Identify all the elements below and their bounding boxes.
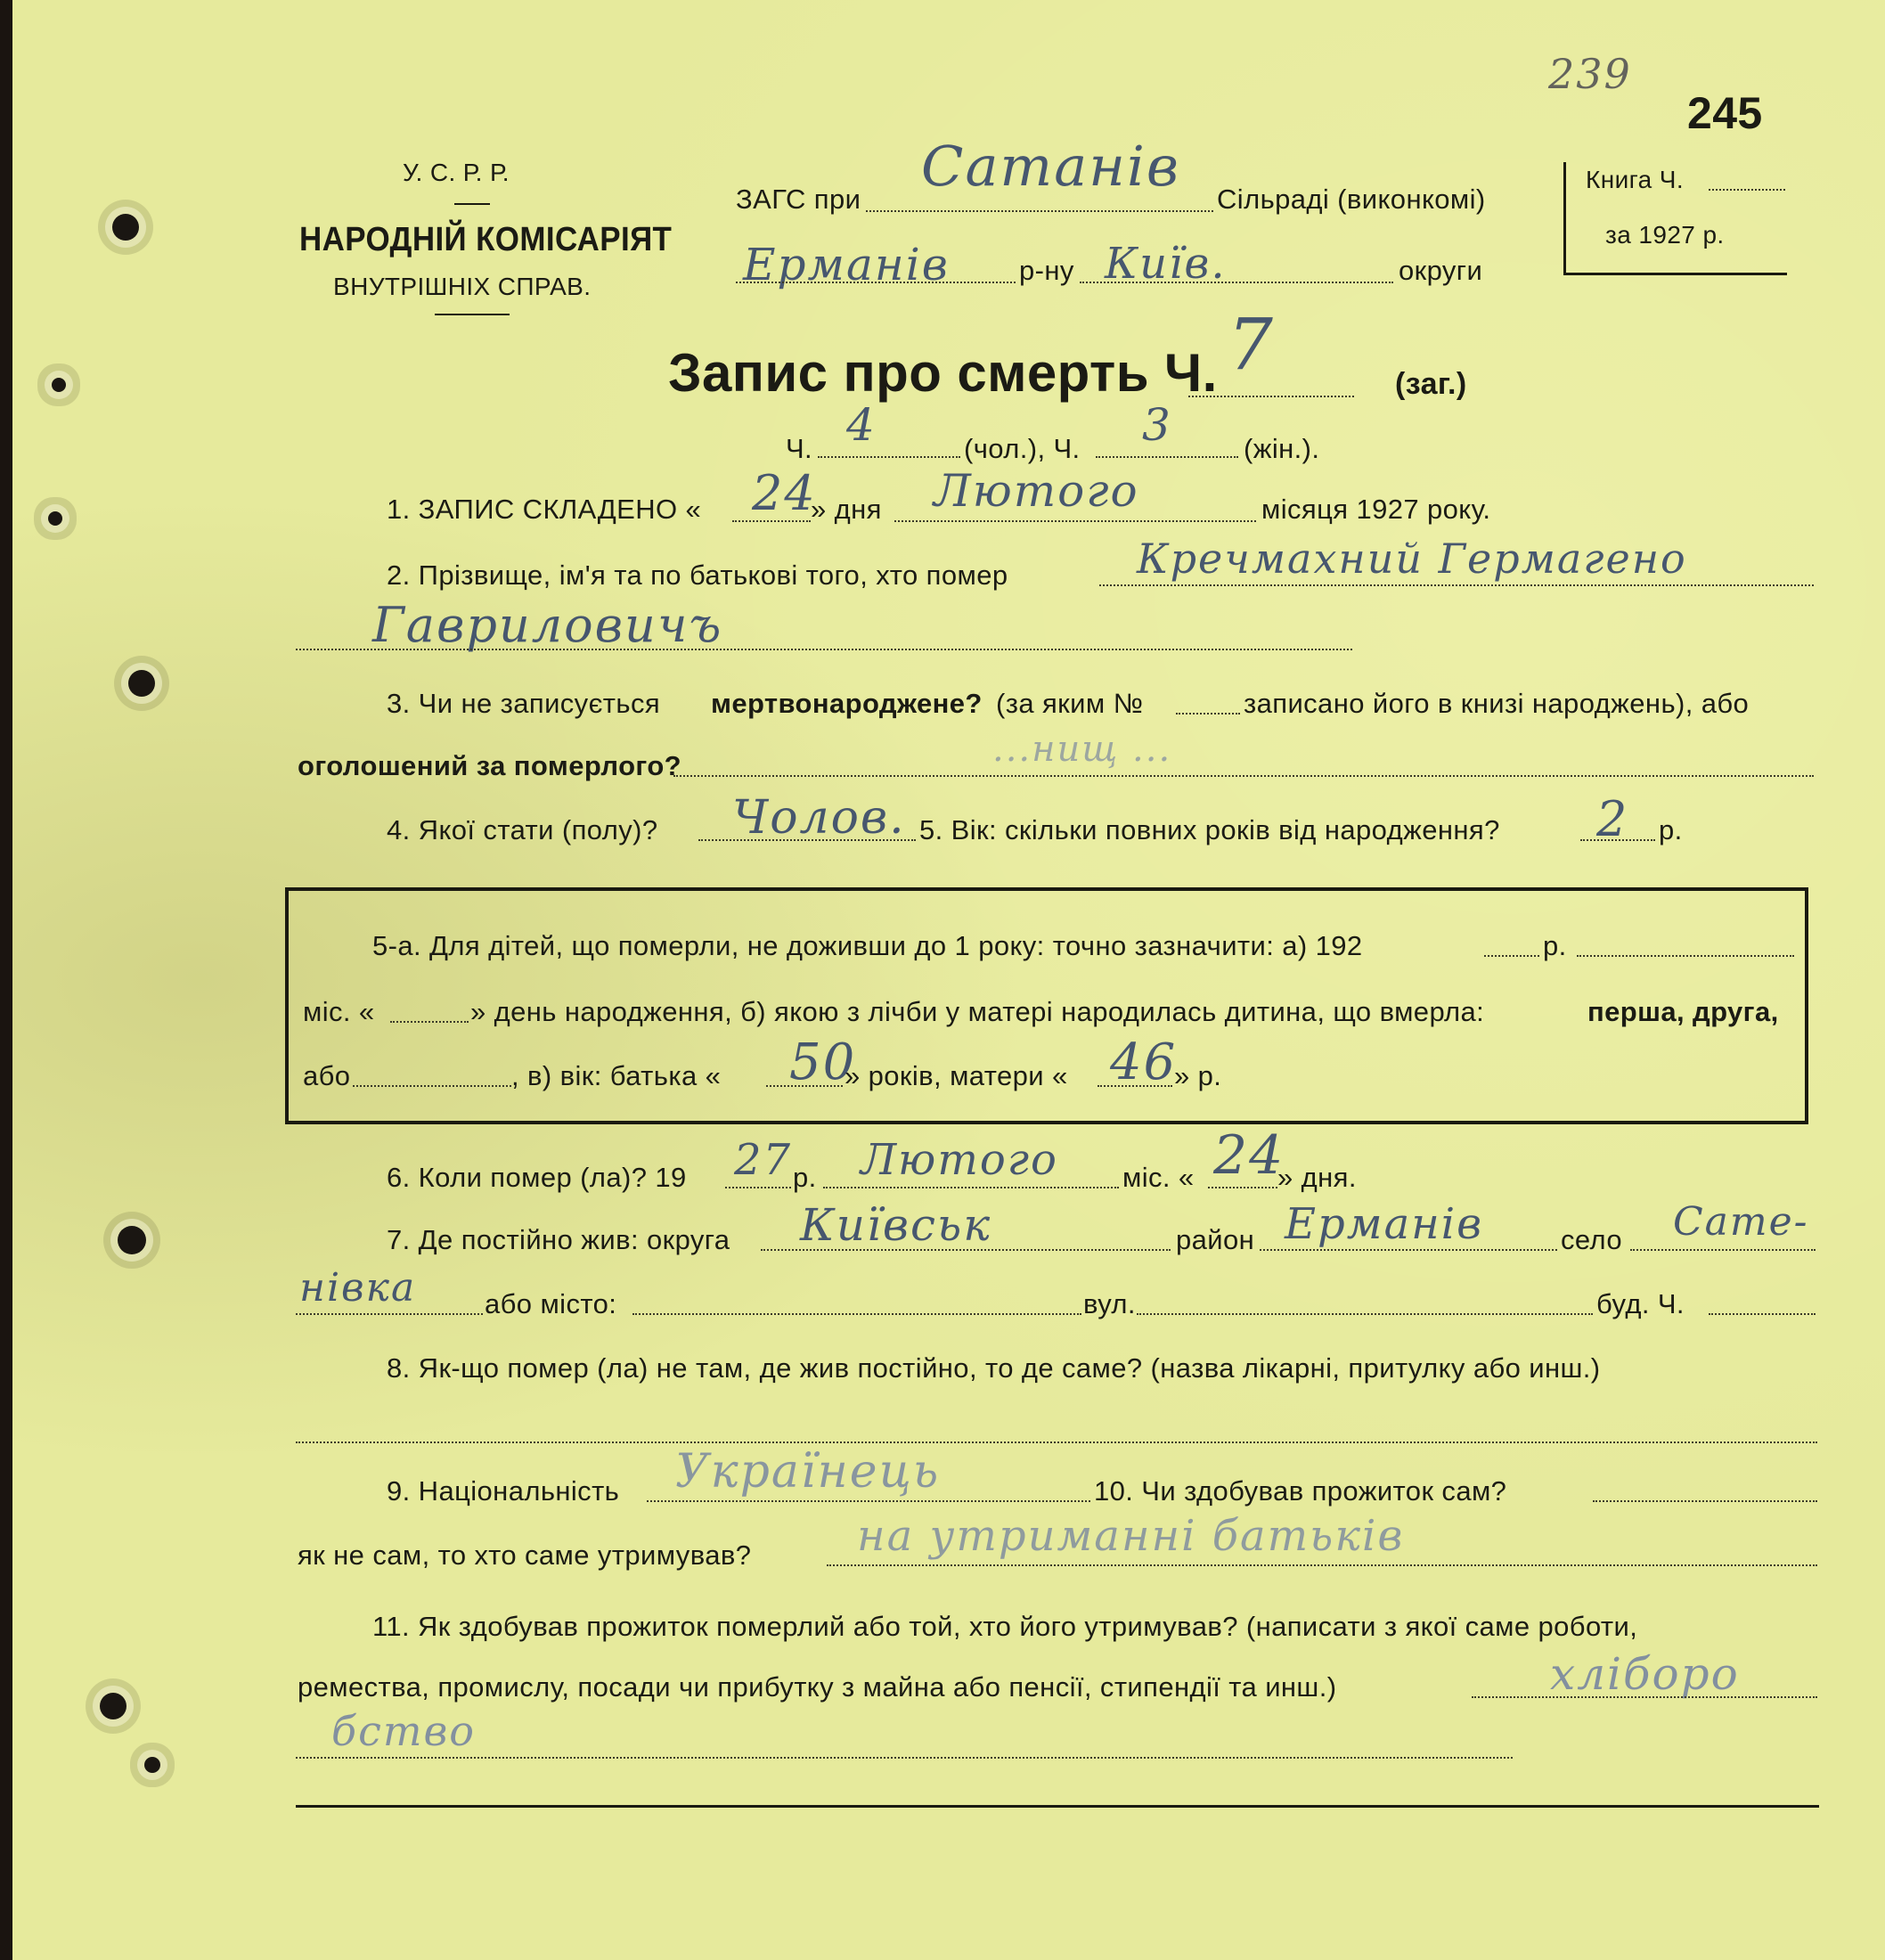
hw-silrada: Сатанів	[921, 134, 1180, 199]
field2-label: 2. Прізвище, ім'я та по батькові того, хто помер	[387, 559, 1008, 591]
hw-okruha: Київ.	[1105, 239, 1227, 289]
field1-label-c: місяця 1927 року.	[1261, 494, 1491, 525]
field7-house-line	[1709, 1313, 1816, 1315]
mother-age-line	[1098, 1085, 1172, 1087]
header-divider	[454, 203, 490, 205]
bottom-rule	[296, 1805, 1819, 1808]
title-suffix: (заг.)	[1395, 367, 1467, 401]
hw-field9: Українець	[675, 1445, 941, 1499]
header-divider	[435, 314, 510, 315]
hw-field6-month: Лютого	[861, 1135, 1058, 1185]
hw-field7-okruha: Київськ	[800, 1199, 992, 1251]
hw-field2-line2: Гавриловичъ	[372, 597, 723, 653]
male-line	[818, 456, 960, 458]
rayon-line	[736, 282, 1016, 283]
hw-mother-age: 46	[1110, 1033, 1178, 1091]
hw-rayon: Ерманів	[743, 239, 950, 290]
field6-year-line	[725, 1187, 791, 1188]
field7-rayon-line	[1260, 1249, 1557, 1251]
okruha-suffix: округи	[1399, 255, 1483, 286]
field3-number-line	[1176, 713, 1240, 715]
field1-label-a: 1. ЗАПИС СКЛАДЕНО «	[387, 494, 702, 525]
hw-field5: 2	[1596, 791, 1629, 847]
field6-label-b: р.	[793, 1162, 817, 1193]
hw-field7-selo-2: нівка	[299, 1265, 417, 1311]
hw-field11-1: хліборо	[1550, 1648, 1740, 1700]
punch-hole	[100, 1693, 126, 1719]
field7-label-b: район	[1176, 1224, 1255, 1255]
field1-month-line	[894, 520, 1256, 522]
field5-label: 5. Вік: скільки повних років від народження?	[919, 814, 1500, 845]
field10-label-b: як не сам, то хто саме утримував?	[298, 1539, 752, 1571]
field3-line	[673, 775, 1814, 777]
document-sheet	[12, 0, 1885, 1960]
field1-label-b: » дня	[811, 494, 882, 525]
field1-day-line	[732, 520, 811, 522]
hw-field11-2: бство	[331, 1707, 476, 1755]
book-line	[1709, 189, 1785, 191]
field11-line2	[296, 1757, 1513, 1759]
field9-label: 9. Національність	[387, 1475, 620, 1507]
punch-hole	[128, 670, 155, 697]
field7-selo-line	[1630, 1249, 1816, 1251]
field3-label-c: (за яким №	[996, 688, 1144, 719]
father-age-line	[766, 1085, 843, 1087]
hw-field10: на утриманні батьків	[857, 1511, 1405, 1561]
rayon-suffix: р-ну	[1019, 255, 1074, 286]
book-year: за 1927 р.	[1605, 221, 1725, 249]
field11-label-a: 11. Як здобував прожиток померлий або той, хто його утримував? (написати з якої саме роботи,	[372, 1611, 1638, 1642]
field5-line	[1580, 839, 1655, 841]
box5a-line3-d: » р.	[1174, 1060, 1222, 1091]
hw-field4: Чолов.	[732, 791, 906, 845]
sub-female: (жін.).	[1244, 433, 1320, 464]
box5a-line3-a: або	[303, 1060, 351, 1091]
sub-ch: Ч.	[786, 433, 813, 464]
box5a-line1-b: р.	[1543, 930, 1567, 961]
field3-label-d: записано його в книзі народжень), або	[1244, 688, 1750, 719]
title-line	[1188, 396, 1354, 397]
field11-label-b: ремества, промислу, посади чи прибутку з майна або пенсії, стипендії та инш.)	[298, 1671, 1337, 1703]
archive-number-hw: 239	[1548, 50, 1632, 98]
field7-city-line	[632, 1313, 1081, 1315]
box5a-line3-b: , в) вік: батька «	[511, 1060, 722, 1091]
box5a-year-line	[1484, 955, 1539, 957]
page-title: Запис про смерть Ч.	[668, 343, 1218, 403]
sub-male: (чол.), Ч.	[964, 433, 1081, 464]
field2-line2	[296, 649, 1352, 650]
field7-street-line	[1137, 1313, 1593, 1315]
box5a-line3-c: » років, матери «	[845, 1060, 1068, 1091]
field6-label-a: 6. Коли помер (ла)? 19	[387, 1162, 687, 1193]
zags-prefix: ЗАГС при	[736, 184, 861, 215]
field3-label-e: оголошений за померлого?	[298, 750, 681, 781]
box5a-line1-end	[1577, 955, 1794, 957]
box5a-line2-b: » день народження, б) якою з лічби у матері народилась дитина, що вмерла:	[470, 996, 1485, 1027]
punch-hole	[52, 378, 66, 392]
box5a-line2-a: міс. «	[303, 996, 375, 1027]
hw-record-number: 7	[1228, 303, 1275, 386]
box5a-line1-a: 5-а. Для дітей, що померли, не доживши до 1 року: точно зазначити: а) 192	[372, 930, 1363, 961]
field7-label-a: 7. Де постійно жив: округа	[387, 1224, 730, 1255]
header-commissariat: НАРОДНІЙ КОМІСАРІЯТ	[299, 221, 673, 258]
field4-label: 4. Якої стати (полу)?	[387, 814, 658, 845]
box5a-line2-c: перша, друга,	[1587, 996, 1779, 1027]
box5a-order-line	[353, 1085, 511, 1087]
hw-male-number: 4	[846, 399, 877, 451]
field4-line	[698, 839, 916, 841]
zags-line	[866, 210, 1213, 212]
field7-label-c: село	[1561, 1224, 1622, 1255]
field10-line	[1593, 1500, 1817, 1502]
field10-label: 10. Чи здобував прожиток сам?	[1094, 1475, 1507, 1507]
zags-suffix: Сільраді (виконкомі)	[1217, 184, 1486, 215]
field9-line	[647, 1500, 1090, 1502]
punch-hole	[118, 1226, 146, 1254]
hw-field3: ...нищ ...	[992, 729, 1172, 770]
punch-hole	[48, 511, 62, 526]
field11-line1	[1472, 1696, 1817, 1698]
header-department: ВНУТРІШНІХ СПРАВ.	[333, 273, 592, 300]
field7-selo-line2	[296, 1313, 483, 1315]
field8-label: 8. Як-що помер (ла) не там, де жив постійно, то де саме? (назва лікарні, притулку або инш.)	[387, 1352, 1601, 1384]
hw-field2-line1: Кречмахний Гермагено	[1137, 535, 1687, 583]
field7-label-d: або місто:	[485, 1288, 617, 1319]
hw-field6-day: 24	[1213, 1124, 1285, 1187]
field6-label-d: » дня.	[1277, 1162, 1357, 1193]
hw-female-number: 3	[1142, 399, 1172, 451]
box5a-day-line	[390, 1021, 469, 1023]
hw-field1-month: Лютого	[934, 465, 1139, 517]
header-state: У. С. Р. Р.	[403, 159, 510, 186]
field3-label-b: мертвонароджене?	[711, 688, 983, 719]
female-line	[1096, 456, 1238, 458]
field8-line	[296, 1441, 1817, 1443]
field3-label-a: 3. Чи не записується	[387, 688, 661, 719]
hw-field7-rayon: Ерманів	[1285, 1199, 1484, 1249]
punch-hole	[144, 1757, 160, 1773]
field5-label-b: р.	[1659, 814, 1683, 845]
punch-hole	[112, 214, 139, 241]
field7-okruha-line	[761, 1249, 1171, 1251]
field7-label-f: буд. Ч.	[1596, 1288, 1685, 1319]
book-label: Книга Ч.	[1586, 166, 1685, 193]
hw-field1-day: 24	[752, 465, 817, 521]
field6-month-line	[823, 1187, 1119, 1188]
field10-line-b	[827, 1564, 1817, 1566]
archive-number: 245	[1687, 88, 1763, 138]
field6-day-line	[1208, 1187, 1277, 1188]
field6-label-c: міс. «	[1122, 1162, 1195, 1193]
field7-label-e: вул.	[1083, 1288, 1136, 1319]
hw-field6-year: 27	[734, 1135, 793, 1185]
hw-father-age: 50	[789, 1033, 857, 1091]
hw-field7-selo-1: Сате-	[1673, 1199, 1809, 1245]
okruha-line	[1080, 282, 1393, 283]
field2-line1	[1099, 584, 1814, 586]
